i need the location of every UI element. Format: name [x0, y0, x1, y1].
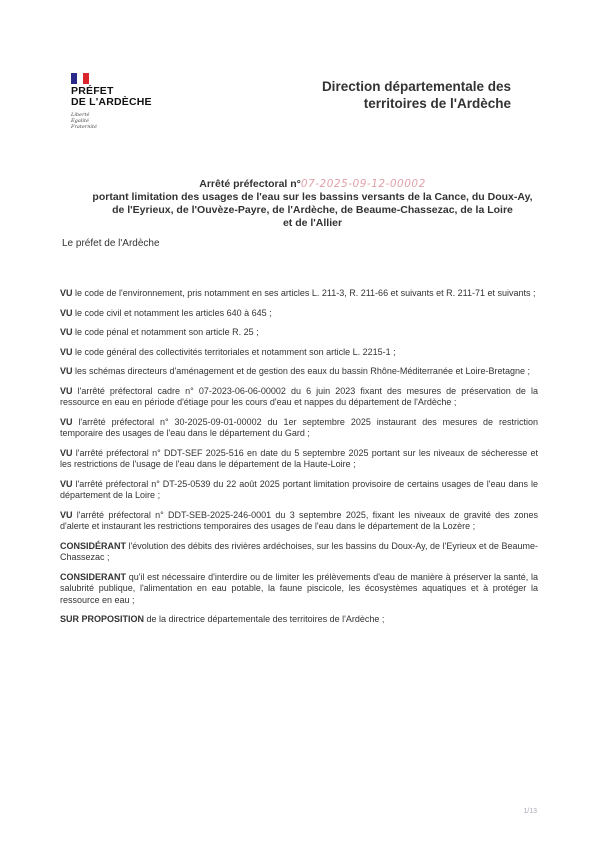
direction-line-1: Direction départementale des: [321, 79, 511, 94]
paragraph-considerant-debits: [60, 541, 538, 564]
motto-egalite: Égalité: [71, 118, 89, 124]
motto-liberte: Liberté: [71, 112, 90, 118]
paragraph-text: les schémas directeurs d'aménagement et de gestion des eaux du bassin Rhône-Méditerranée et Loire-Bretagne ;: [72, 366, 530, 376]
paragraph-vu-civil: [60, 308, 538, 320]
paragraph-vu-lozere: [60, 510, 538, 533]
paragraph-text: de la directrice départementale des territoires de l'Ardèche ;: [144, 614, 385, 624]
brand-line-2: DE L'ARDÈCHE: [71, 96, 152, 108]
paragraph-vu-sdage: [60, 366, 538, 378]
paragraph-text: l'arrêté préfectoral n° 30-2025-09-01-00002 du 1er septembre 2025 instaurant des mesures de restriction temporaire des usages de l'eau dans le département du Gard ;: [60, 416, 538, 438]
paragraph-text: le code de l'environnement, pris notamment en ses articles L. 211-3, R. 211-66 et suivants et R. 211-71 et suivants ;: [72, 288, 536, 298]
paragraph-text: l'arrêté préfectoral n° DDT-SEB-2025-246-0001 du 3 septembre 2025, fixant les niveaux de gravité des zones d'alerte et instaurant les restrictions temporaires des usages de l'eau dans le département de la Lozère ;: [60, 509, 538, 531]
motto-fraternite: Fraternité: [71, 124, 97, 130]
prefecture-logo: [71, 73, 152, 130]
paragraph-text: l'évolution des débits des rivières ardéchoises, sur les bassins du Doux-Ay, de l'Eyrieux et de Beaume-Chassezac ;: [60, 540, 538, 562]
paragraph-keyword: VU: [60, 478, 73, 489]
decree-title: [75, 178, 550, 230]
paragraph-text: le code civil et notamment les articles 640 à 645 ;: [72, 307, 272, 318]
paragraph-keyword: VU: [60, 327, 73, 337]
republic-motto: [71, 112, 152, 130]
paragraph-vu-arrete-cadre: [60, 386, 538, 409]
decree-title-line-4: et de l'Allier: [282, 217, 343, 229]
decree-prefix: Arrêté préfectoral n°: [199, 178, 301, 190]
paragraph-keyword: SUR PROPOSITION: [60, 614, 145, 624]
decree-title-line-2: portant limitation des usages de l'eau sur les bassins versants de la Cance, du Doux-Ay,: [92, 191, 533, 203]
decree-body: [60, 288, 538, 634]
paragraph-text: l'arrêté préfectoral n° DT-25-0539 du 22 août 2025 portant limitation provisoire de certains usages de l'eau dans le département de la Loire ;: [60, 478, 538, 500]
paragraph-keyword: CONSIDÉRANT: [60, 540, 127, 551]
paragraph-text: le code général des collectivités territoriales et notamment son article L. 2215-1 ;: [72, 346, 396, 357]
paragraph-vu-loire: [60, 479, 538, 502]
paragraph-keyword: VU: [60, 416, 73, 427]
paragraph-keyword: VU: [60, 288, 73, 298]
brand-line-1: PRÉFET: [71, 85, 114, 97]
decree-title-line-1: [75, 178, 550, 191]
paragraph-vu-haute-loire: [60, 448, 538, 471]
prefet-heading: Le préfet de l'Ardèche: [62, 238, 160, 249]
handwritten-decree-number: 07-2025-09-12-00002: [300, 178, 426, 190]
paragraph-vu-penal: [60, 327, 538, 339]
paragraph-vu-collectivites: [60, 347, 538, 359]
direction-heading: [281, 78, 511, 112]
paragraph-text: l'arrêté préfectoral n° DDT-SEF 2025-516 en date du 5 septembre 2025 portant sur les niveaux de sécheresse et les restrictions de l'usage de l'eau dans le département de la Haute-Loire ;: [60, 447, 538, 469]
french-flag-icon: [71, 73, 89, 84]
direction-line-2: territoires de l'Ardèche: [363, 96, 511, 111]
paragraph-keyword: CONSIDERANT: [60, 571, 127, 582]
paragraph-sur-proposition: [60, 614, 538, 626]
paragraph-keyword: VU: [60, 447, 73, 458]
paragraph-keyword: VU: [60, 366, 73, 376]
paragraph-text: l'arrêté préfectoral cadre n° 07-2023-06-06-00002 du 6 juin 2023 fixant des mesures de préservation de la ressource en eau en période d'étiage pour les cours d'eau et nappes du département de l'Ardèche ;: [60, 385, 538, 407]
paragraph-text: qu'il est nécessaire d'interdire ou de limiter les prélèvements d'eau de manière à préserver la santé, la salubrité publique, l'alimentation en eau potable, la faune piscicole, les écosystèmes aquatiques et à protéger la ressource en eau ;: [60, 571, 538, 605]
decree-title-line-3: de l'Eyrieux, de l'Ouvèze-Payre, de l'Ardèche, de Beaume-Chassezac, de la Loire: [112, 204, 513, 216]
paragraph-text: le code pénal et notamment son article R. 25 ;: [72, 327, 259, 337]
paragraph-keyword: VU: [60, 385, 73, 396]
page-number: 1/13: [523, 808, 537, 815]
paragraph-keyword: VU: [60, 509, 73, 520]
paragraph-vu-gard: [60, 417, 538, 440]
paragraph-vu-environnement: [60, 288, 538, 300]
paragraph-keyword: VU: [60, 307, 73, 318]
paragraph-considerant-prelevements: [60, 572, 538, 607]
paragraph-keyword: VU: [60, 346, 73, 357]
